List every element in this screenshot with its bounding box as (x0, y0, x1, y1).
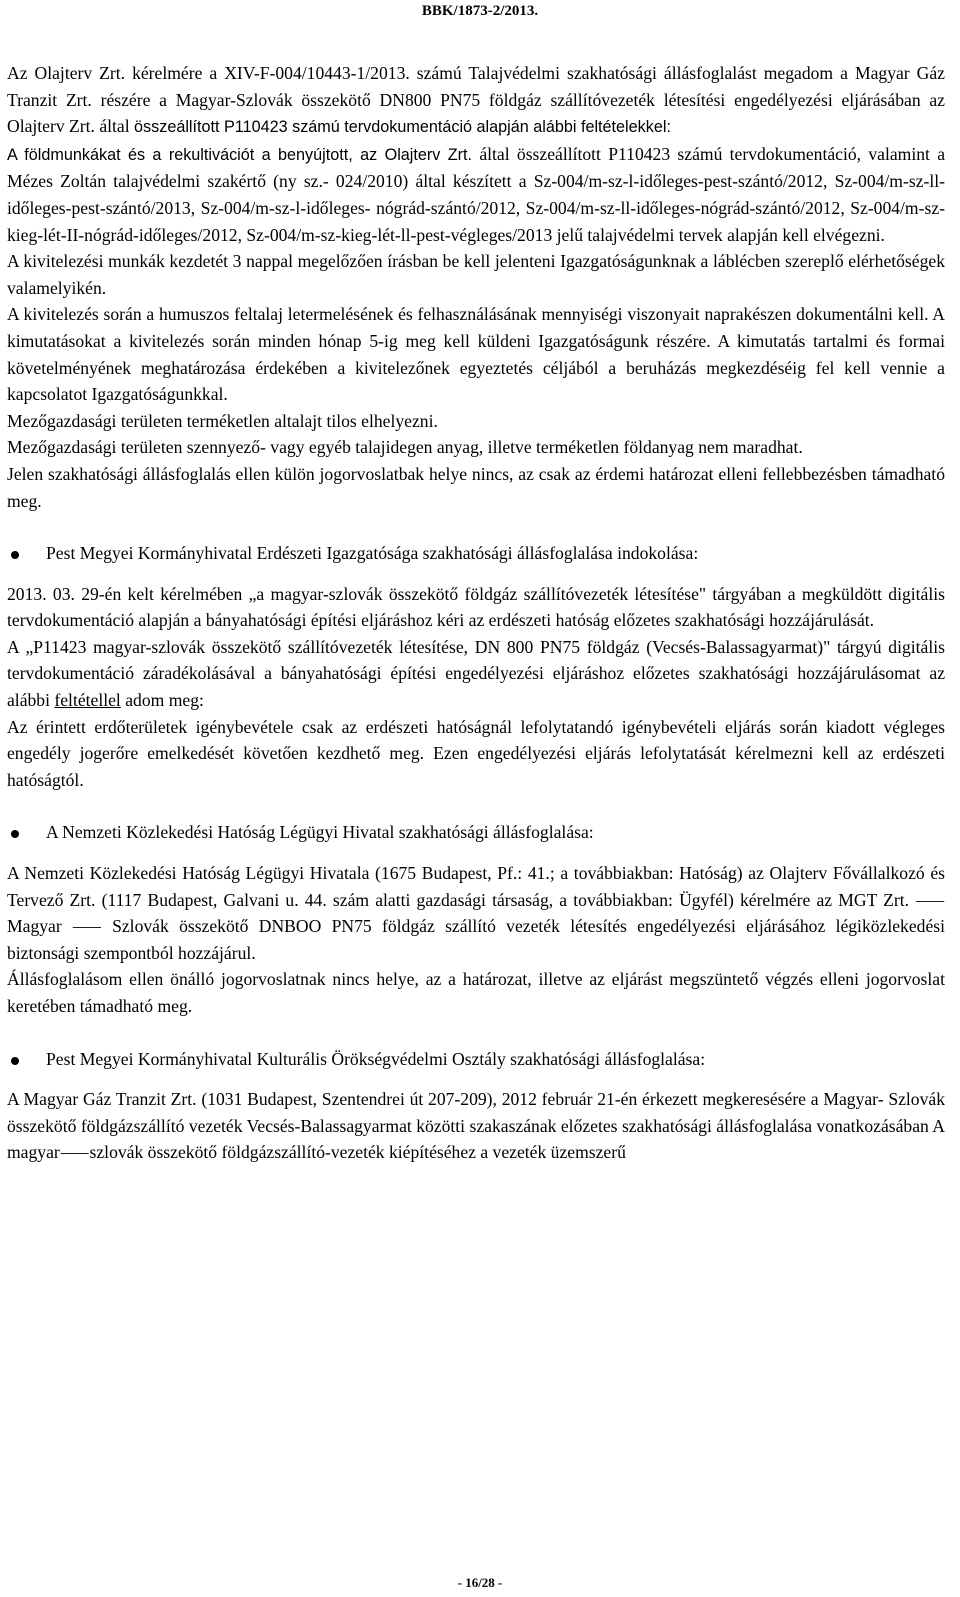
paragraph: A Nemzeti Közlekedési Hatóság Légügyi Hivatala (1675 Budapest, Pf.: 41.; a továbbiakban: Hatóság) az Olajterv Fővállalkozó és Tervező Zrt. (1117 Budapest, Galvani u. 44. szám alatti gazdasági társaság, a továbbiakban: Ügyfél) kérelmére az MGT Zrt. ⸺ Magyar ⸺ Szlovák összekötő DNBOO PN75 földgáz szállító vezeték létesítés engedélyezési eljárásához légiközlekedési biztonsági szempontból hozzájárul. (7, 863, 945, 963)
bullet-icon (7, 540, 46, 567)
section-heading-bullet (7, 540, 945, 567)
page-number: - 16/28 - (457, 1575, 503, 1590)
paragraph (7, 60, 945, 141)
paragraph (7, 141, 945, 248)
section-heading-bullet (7, 819, 945, 846)
text-run: A „P11423 magyar-szlovák összekötő szállítóvezeték létesítése, DN 800 PN75 földgáz (Vecsés-Balassagyarmat)" tárgyú digitális tervdokumentáció záradékolásával a bányahatósági építési engedélyezési eljáráshoz előzetes szakhatósági hozzájárulásomat az alábbi (7, 636, 945, 711)
section-heading: Pest Megyei Kormányhivatal Kulturális Örökségvédelmi Osztály szakhatósági állásfoglalása: (46, 1048, 706, 1069)
text-run: adom meg: (120, 690, 204, 711)
paragraph: Az érintett erdőterületek igénybevétele csak az erdészeti hatóságnál lefolytatandó igénybevételi eljárás során kiadott végleges engedély jogerőre emelkedését követően kezdhető meg. Ezen engedélyezési eljárás lefolytatását kérelmezni kell az erdészeti hatóságtól. (7, 716, 945, 790)
document-body (7, 60, 945, 1166)
paragraph: 2013. 03. 29-én kelt kérelmében „a magyar-szlovák összekötő földgáz szállítóvezeték létesítése" tárgyában a megküldött digitális tervdokumentáció alapján a bányahatósági építési eljáráshoz kéri az erdészeti hatóság előzetes szakhatósági hozzájárulását. (7, 583, 945, 631)
paragraph: A kivitelezési munkák kezdetét 3 nappal megelőzően írásban be kell jelenteni Igazgatóságunknak a láblécben szereplő elérhetőségek valamelyikén. (7, 251, 945, 298)
text-run: Az Olajterv Zrt. kérelmére a XIV-F-004/10443-1/2013. számú Talajvédelmi szakhatósági állásfoglalást megadom a Magyar Gáz Tranzit Zrt. részére a Magyar-Szlovák összekötő DN800 PN75 földgáz szállítóvezeték létesítési engedélyezési eljárásában az Olajterv Zrt. által (7, 63, 945, 137)
underlined-text: feltétellel (54, 690, 121, 711)
bullet-icon (7, 1046, 46, 1073)
paragraph: A kivitelezés során a humuszos feltalaj letermelésének és felhasználásának mennyiségi viszonyait naprakészen dokumentálni kell. A kimutatásokat a kivitelezés során minden hónap 5-ig meg kell küldeni Igazgatóságunk részére. A kimutatás tartalmi és formai követelményének meghatározása érdekében a kivitelezőnek egyeztetés céljából a beruházás megkezdéséig fel kell vennie a kapcsolatot Igazgatóságunkkal. (7, 304, 945, 405)
text-run: összeállított P110423 számú tervdokumentáció alapján alábbi feltételekkel: (134, 118, 671, 137)
section-heading-bullet (7, 1046, 945, 1073)
paragraph (7, 634, 945, 714)
paragraph: Mezőgazdasági területen terméketlen altalajt tilos elhelyezni. (7, 410, 438, 431)
paragraph: A Magyar Gáz Tranzit Zrt. (1031 Budapest, Szentendrei út 207-209), 2012 február 21-én érkezett megkeresésére a Magyar- Szlovák összekötő földgázszállító vezeték Vecsés-Balassagyarmat közötti szakaszának előzetes szakhatósági állásfoglalása vonatkozásában A magyar⸺szlovák összekötő földgázszállító-vezeték kiépítéséhez a vezeték üzemszerű (7, 1089, 945, 1163)
bullet-icon (7, 819, 46, 846)
text-run: által összeállított P110423 számú tervdokumentáció, valamint a Mézes Zoltán talajvédelmi szakértő (ny sz.- 024/2010) által készített a Sz-004/m-sz-l-időleges-pest-szántó/2012, Sz-004/m-sz-ll-időleges-pest-szántó/2013, Sz-004/m-sz-l-időleges- nógrád-szántó/2012, Sz-004/m-sz-ll-időleges-nógrád-szántó/2012, Sz-004/m-sz-kieg-lét-II-nógrád-időleges/2012, Sz-004/m-sz-kieg-lét-ll-pest-végleges/2013 jelű talajvédelmi tervek alapján kell elvégezni. (7, 143, 946, 245)
paragraph: Mezőgazdasági területen szennyező- vagy egyéb talajidegen anyag, illetve terméketlen földanyag nem maradhat. (7, 437, 803, 458)
document-reference: BBK/1873-2/2013. (421, 3, 539, 19)
paragraph: Jelen szakhatósági állásfoglalás ellen külön jogorvoslatbak helye nincs, az csak az érdemi határozat elleni fellebbezésben támadható meg. (7, 463, 945, 511)
section-heading: A Nemzeti Közlekedési Hatóság Légügyi Hivatal szakhatósági állásfoglalása: (46, 822, 594, 843)
paragraph: Állásfoglalásom ellen önálló jogorvoslatnak nincs helye, az a határozat, illetve az eljárást megszüntető végzés elleni jogorvoslat keretében támadható meg. (7, 969, 945, 1016)
text-run: A földmunkákat és a rekultivációt a benyújtott, az Olajterv Zrt. (7, 145, 473, 164)
section-heading: Pest Megyei Kormányhivatal Erdészeti Igazgatósága szakhatósági állásfoglalása indokolása: (46, 543, 699, 564)
